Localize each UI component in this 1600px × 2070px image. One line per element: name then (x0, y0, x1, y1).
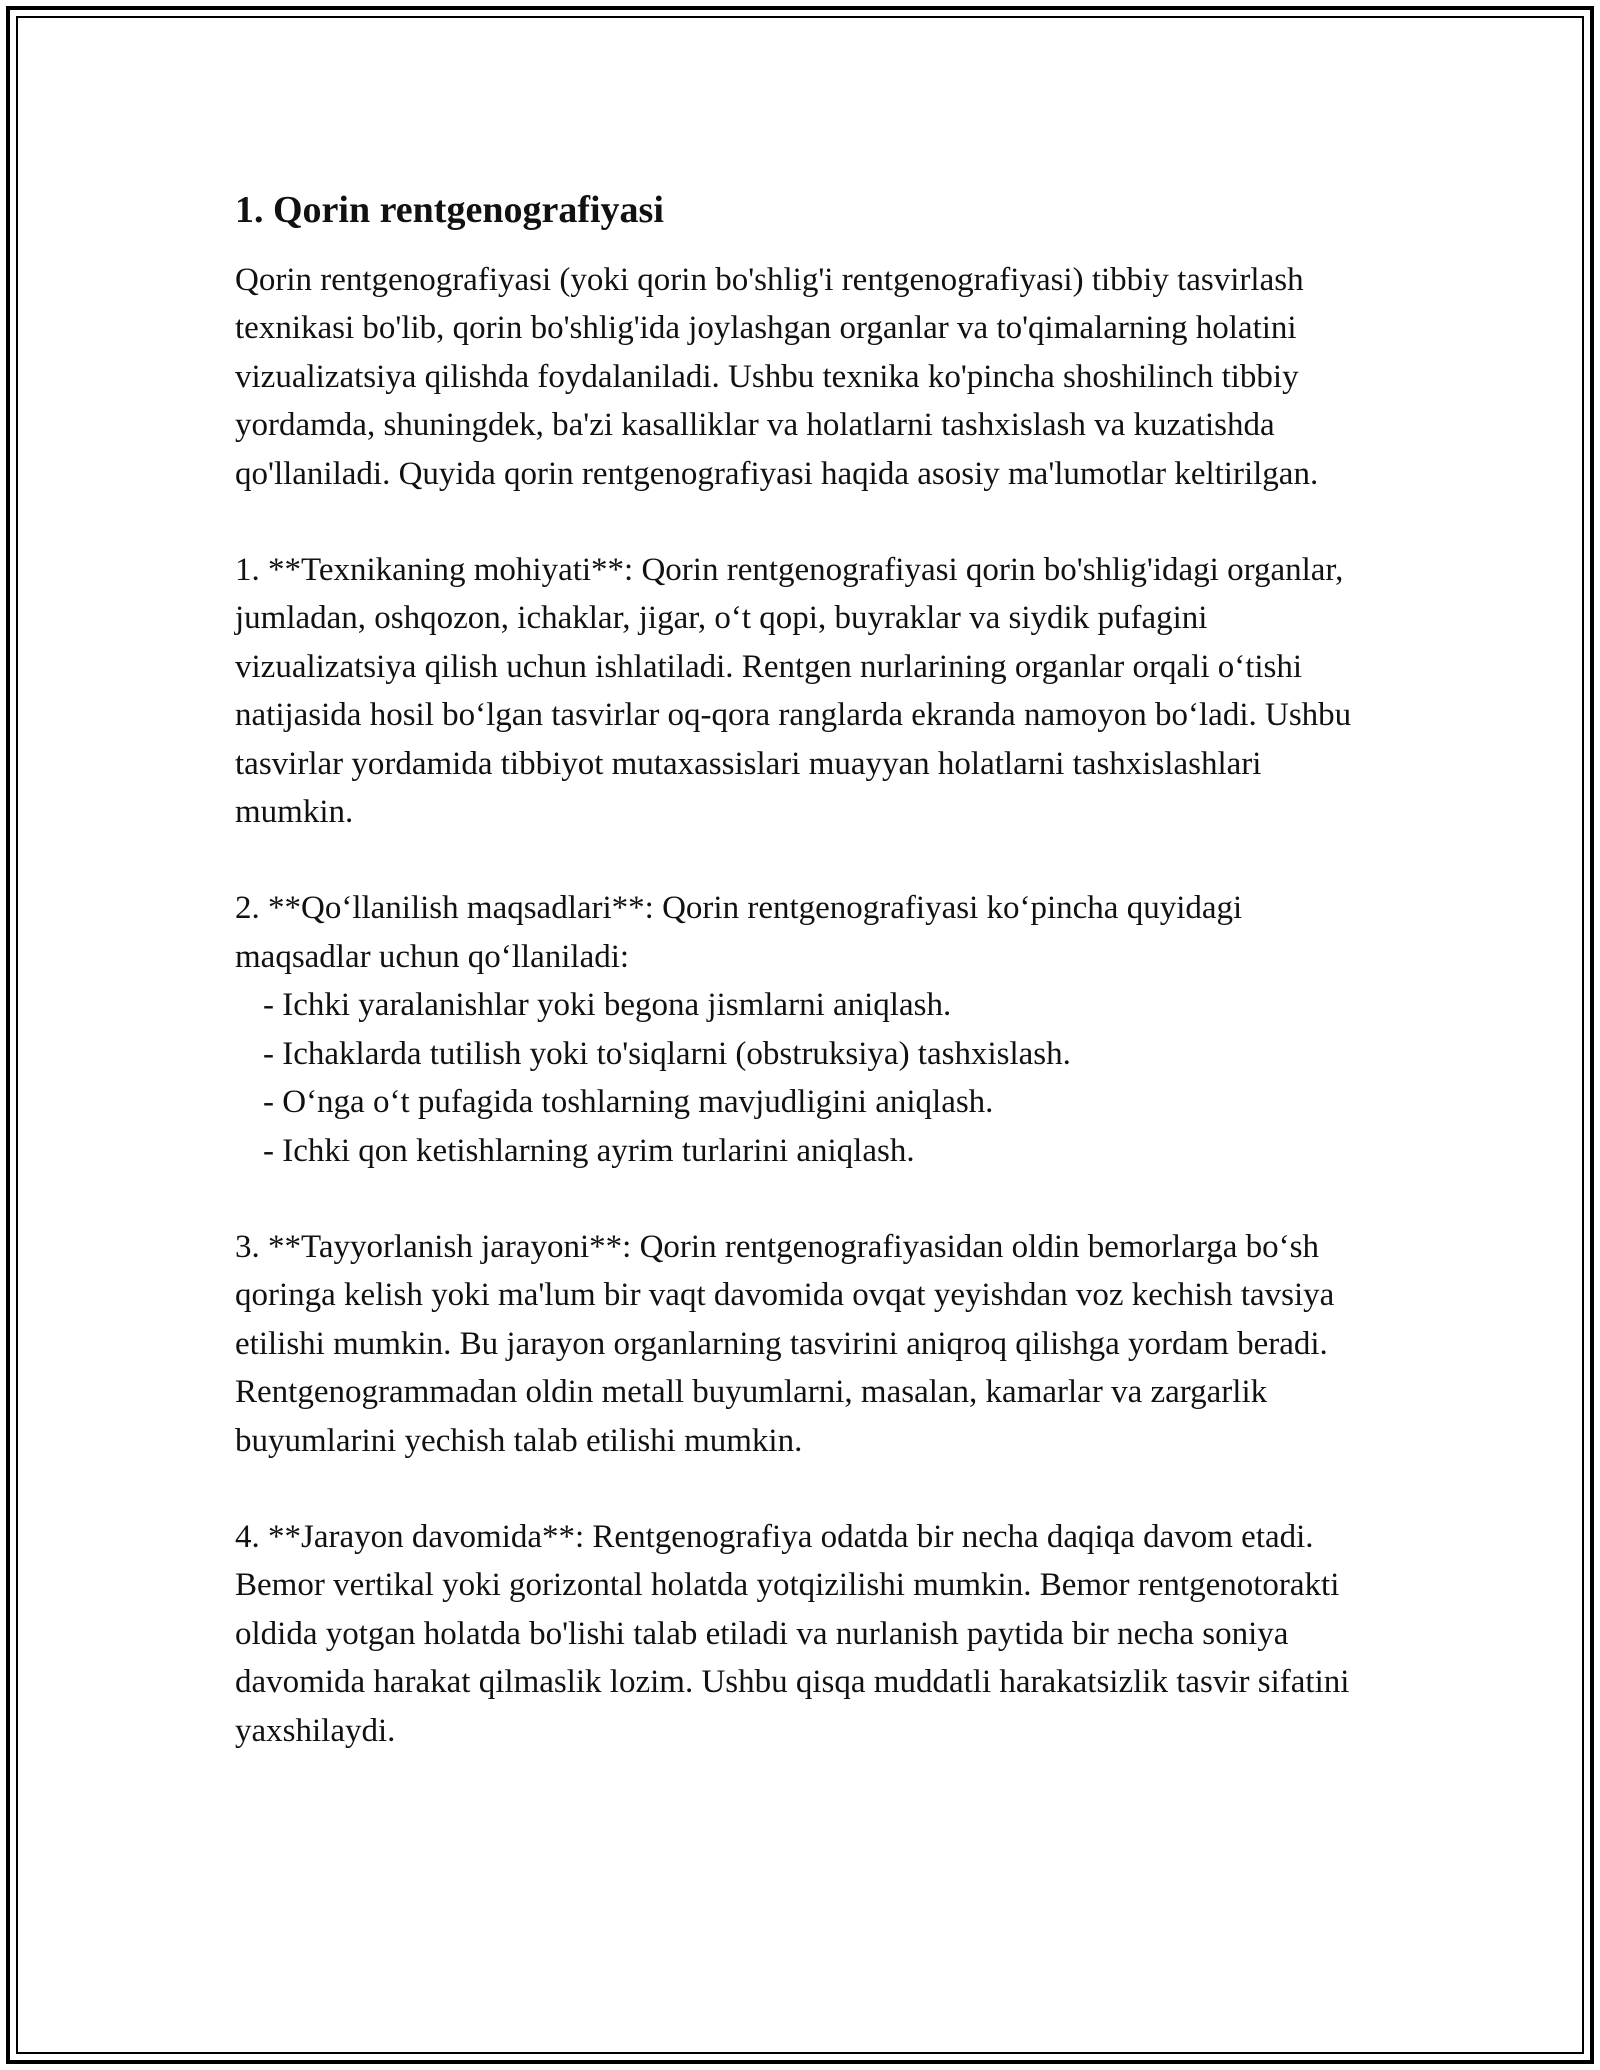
paragraph-purposes-lead: 2. **Qo‘llanilish maqsadlari**: Qorin rentgenografiyasi ko‘pincha quyidagi maqsadlar uchun qo‘llaniladi: (235, 890, 1243, 975)
list-item: - Ichki qon ketishlarning ayrim turlarini aniqlash. (263, 1132, 915, 1169)
section-heading: 1. Qorin rentgenografiyasi (235, 189, 664, 231)
paragraph-preparation: 3. **Tayyorlanish jarayoni**: Qorin rentgenografiyasidan oldin bemorlarga bo‘sh qoringa kelish yoki ma'lum bir vaqt davomida ovqat yeyishdan voz kechish tavsiya etilishi mumkin. Bu jarayon organlarning tasvirini aniqroq qilishga yordam beradi. Rentgenogrammadan oldin metall buyumlarni, masalan, kamarlar va zargarlik buyumlarini yechish talab etilishi mumkin. (235, 1228, 1335, 1459)
list-item: - Ichaklarda tutilish yoki to'siqlarni (obstruksiya) tashxislash. (263, 1035, 1071, 1072)
paragraph-purposes (235, 884, 1365, 1174)
list-item: - O‘nga o‘t pufagida toshlarning mavjudligini aniqlash. (263, 1084, 994, 1121)
paragraph-procedure: 4. **Jarayon davomida**: Rentgenografiya odatda bir necha daqiqa davom etadi. Bemor vertikal yoki gorizontal holatda yotqizilishi mumkin. Bemor rentgenotorakti oldida yotgan holatda bo'lishi talab etiladi va nurlanish paytida bir necha soniya davomida harakat qilmaslik lozim. Ushbu qisqa muddatli harakatsizlik tasvir sifatini yaxshilaydi. (235, 1518, 1350, 1749)
intro-paragraph: Qorin rentgenografiyasi (yoki qorin bo'shlig'i rentgenografiyasi) tibbiy tasvirlash texnikasi bo'lib, qorin bo'shlig'ida joylashgan organlar va to'qimalarning holatini vizualizatsiya qilishda foydalaniladi. Ushbu texnika ko'pincha shoshilinch tibbiy yordamda, shuningdek, ba'zi kasalliklar va holatlarni tashxislash va kuzatishda qo'llaniladi. Quyida qorin rentgenografiyasi haqida asosiy ma'lumotlar keltirilgan. (235, 262, 1319, 492)
list-item: - Ichki yaralanishlar yoki begona jismlarni aniqlash. (263, 987, 952, 1024)
document-body (235, 186, 1365, 1803)
paragraph-technique: 1. **Texnikaning mohiyati**: Qorin rentgenografiyasi qorin bo'shlig'idagi organlar, jumladan, oshqozon, ichaklar, jigar, o‘t qopi, buyraklar va siydik pufagini vizualizatsiya qilish uchun ishlatiladi. Rentgen nurlarining organlar orqali o‘tishi natijasida hosil bo‘lgan tasvirlar oq-qora ranglarda ekranda namoyon bo‘ladi. Ushbu tasvirlar yordamida tibbiyot mutaxassislari muayyan holatlarni tashxislashlari mumkin. (235, 552, 1352, 831)
